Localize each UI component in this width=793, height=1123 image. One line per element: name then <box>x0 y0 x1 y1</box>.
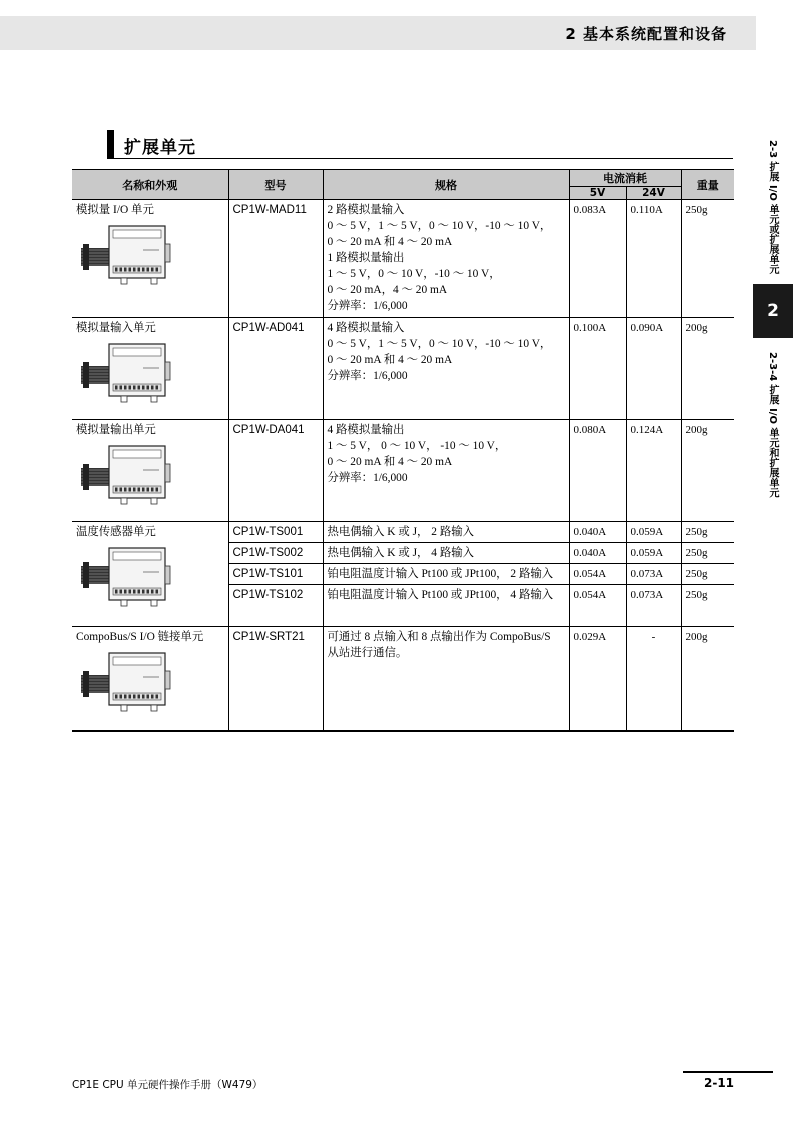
spec-cell <box>323 200 569 318</box>
current-24v-cell: 0.073A <box>626 564 681 585</box>
model-cell: CP1W-TS102 <box>228 585 323 627</box>
current-24v-cell: 0.090A <box>626 318 681 420</box>
weight-cell: 200g <box>681 627 734 731</box>
table-row <box>72 420 734 522</box>
spec-line: 1 路模拟量输出 <box>327 252 405 264</box>
current-24v-cell: 0.110A <box>626 200 681 318</box>
weight-cell: 250g <box>681 585 734 627</box>
side-section-label: 2-3 扩展 I/O 单元或扩展单元 <box>767 140 778 275</box>
unit-name: CompoBus/S I/O 链接单元 <box>76 631 204 643</box>
current-5v-cell: 0.040A <box>569 543 626 564</box>
spec-line: 铂电阻温度计输入 Pt100 或 JPt100， 2 路输入 <box>327 568 554 580</box>
header-24v: 24V <box>626 187 681 200</box>
weight-cell: 250g <box>681 200 734 318</box>
model-cell: CP1W-AD041 <box>228 318 323 420</box>
current-24v-cell: 0.059A <box>626 543 681 564</box>
spec-line: 4 路模拟量输入 <box>327 322 405 334</box>
current-5v-cell: 0.029A <box>569 627 626 731</box>
unit-device-image <box>81 544 173 608</box>
spec-line: 1 ～ 5 V，0 ～ 10 V，-10 ～ 10 V， <box>327 268 501 280</box>
weight-cell: 200g <box>681 420 734 522</box>
spec-line: 0 ～ 20 mA 和 4 ～ 20 mA <box>327 456 453 468</box>
weight-cell: 250g <box>681 543 734 564</box>
header-spec: 规格 <box>323 170 569 200</box>
unit-name-cell <box>72 522 228 627</box>
spec-line: 0 ～ 20 mA，4 ～ 20 mA <box>327 284 448 296</box>
current-24v-cell: 0.059A <box>626 522 681 543</box>
model-cell: CP1W-TS001 <box>228 522 323 543</box>
current-5v-cell: 0.040A <box>569 522 626 543</box>
spec-cell <box>323 564 569 585</box>
chapter-tab[interactable]: 2 <box>753 284 793 338</box>
spec-line: 从站进行通信。 <box>327 647 408 659</box>
spec-cell <box>323 420 569 522</box>
spec-line: 可通过 8 点输入和 8 点输出作为 CompoBus/S <box>327 631 551 643</box>
section-rule <box>107 158 733 159</box>
current-5v-cell: 0.100A <box>569 318 626 420</box>
model-cell: CP1W-DA041 <box>228 420 323 522</box>
unit-name-cell <box>72 627 228 731</box>
unit-device-image <box>81 222 173 286</box>
model-cell: CP1W-TS002 <box>228 543 323 564</box>
unit-name: 模拟量输入单元 <box>76 322 156 334</box>
current-24v-cell: 0.124A <box>626 420 681 522</box>
section-marker <box>107 130 114 158</box>
spec-line: 铂电阻温度计输入 Pt100 或 JPt100， 4 路输入 <box>327 589 554 601</box>
unit-device-image <box>81 442 173 506</box>
model-cell: CP1W-SRT21 <box>228 627 323 731</box>
spec-line: 0 ～ 5 V，1 ～ 5 V，0 ～ 10 V，-10 ～ 10 V， <box>327 338 552 350</box>
weight-cell: 200g <box>681 318 734 420</box>
spec-line: 0 ～ 5 V，1 ～ 5 V，0 ～ 10 V，-10 ～ 10 V， <box>327 220 552 232</box>
current-24v-cell: 0.073A <box>626 585 681 627</box>
header-name: 名称和外观 <box>72 170 228 200</box>
unit-name-cell <box>72 420 228 522</box>
model-cell: CP1W-TS101 <box>228 564 323 585</box>
unit-device-image <box>81 340 173 404</box>
spec-line: 分辨率：1/6,000 <box>327 300 408 312</box>
spec-line: 0 ～ 20 mA 和 4 ～ 20 mA <box>327 354 453 366</box>
spec-cell <box>323 585 569 627</box>
current-5v-cell: 0.054A <box>569 564 626 585</box>
spec-cell <box>323 318 569 420</box>
spec-line: 0 ～ 20 mA 和 4 ～ 20 mA <box>327 236 453 248</box>
expansion-units-table <box>72 169 734 732</box>
header-current: 电流消耗 <box>569 170 681 187</box>
spec-line: 分辨率：1/6,000 <box>327 370 408 382</box>
spec-line: 2 路模拟量输入 <box>327 204 405 216</box>
spec-line: 分辨率：1/6,000 <box>327 472 408 484</box>
table-row <box>72 627 734 731</box>
table-row <box>72 318 734 420</box>
spec-line: 1 ～ 5 V， 0 ～ 10 V， -10 ～ 10 V， <box>327 440 507 452</box>
unit-device-image <box>81 649 173 713</box>
spec-cell <box>323 543 569 564</box>
section-title: 扩展单元 <box>124 138 196 158</box>
unit-name: 模拟量输出单元 <box>76 424 156 436</box>
current-24v-cell: - <box>626 627 681 731</box>
unit-name-cell <box>72 200 228 318</box>
unit-name-cell <box>72 318 228 420</box>
header-weight: 重量 <box>681 170 734 200</box>
spec-line: 热电偶输入 K 或 J， 2 路输入 <box>327 526 474 538</box>
current-5v-cell: 0.083A <box>569 200 626 318</box>
spec-line: 4 路模拟量输出 <box>327 424 405 436</box>
chapter-title: 2 基本系统配置和设备 <box>565 25 727 43</box>
unit-name: 温度传感器单元 <box>76 526 156 538</box>
weight-cell: 250g <box>681 564 734 585</box>
header-5v: 5V <box>569 187 626 200</box>
footer-rule <box>683 1071 773 1073</box>
table-row <box>72 522 734 543</box>
current-5v-cell: 0.054A <box>569 585 626 627</box>
spec-cell <box>323 522 569 543</box>
page-number: 2-11 <box>704 1076 735 1090</box>
current-5v-cell: 0.080A <box>569 420 626 522</box>
header-model: 型号 <box>228 170 323 200</box>
spec-cell <box>323 627 569 731</box>
model-cell: CP1W-MAD11 <box>228 200 323 318</box>
spec-line: 热电偶输入 K 或 J， 4 路输入 <box>327 547 474 559</box>
table-row <box>72 200 734 318</box>
side-subsection-label: 2-3-4 扩展 I/O 单元和扩展单元 <box>767 352 778 498</box>
weight-cell: 250g <box>681 522 734 543</box>
unit-name: 模拟量 I/O 单元 <box>76 204 154 216</box>
manual-title: CP1E CPU 单元硬件操作手册（W479） <box>72 1079 263 1091</box>
